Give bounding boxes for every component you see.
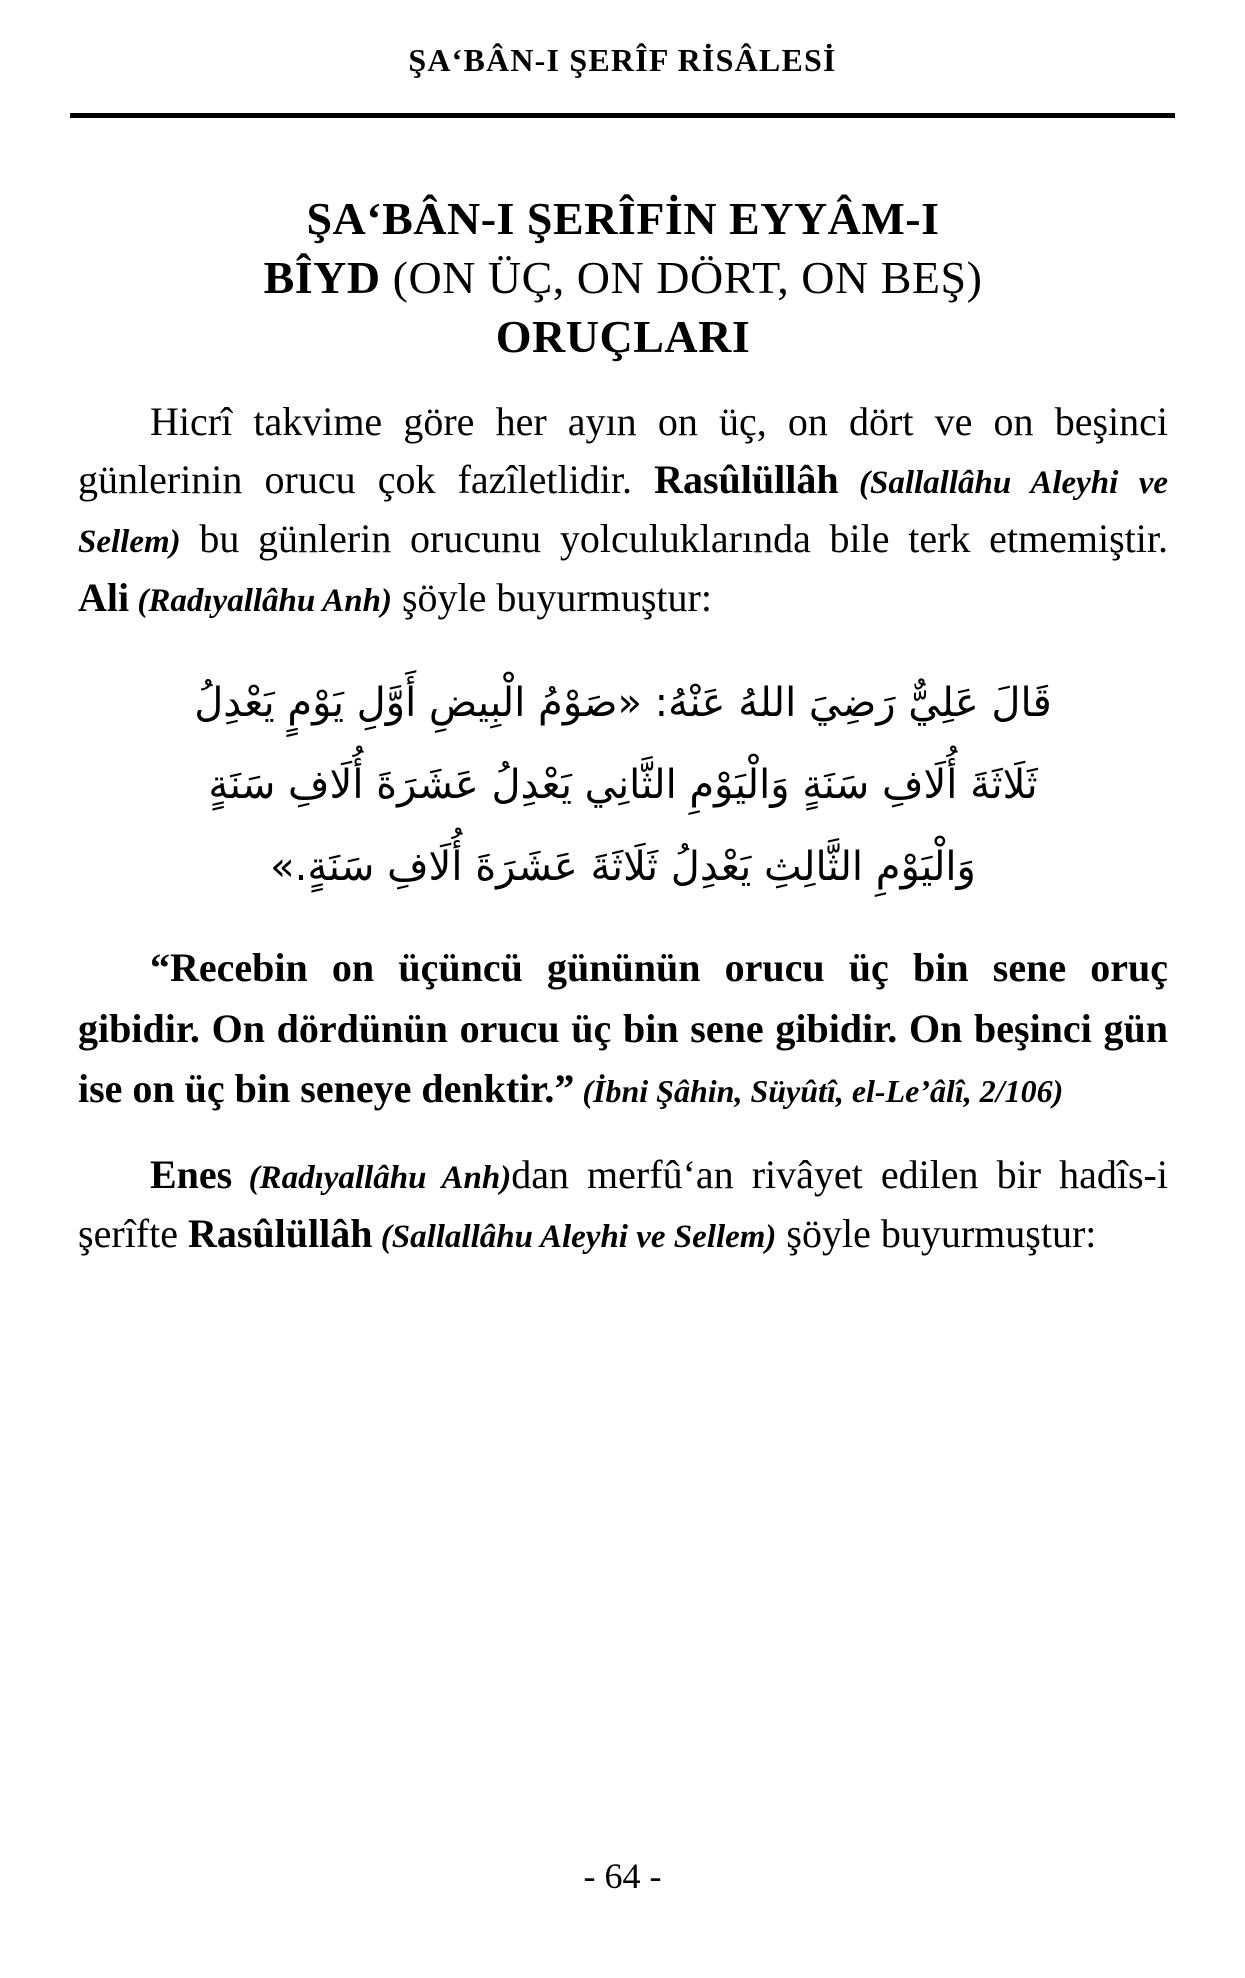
p1-seg7: şöyle buyurmuştur: xyxy=(391,575,712,621)
section-title xyxy=(78,190,1168,367)
quote-text: “Recebin on üçüncü gününün orucu üç bin sene oruç gibidir. On dördünün orucu üç bin sene gibidir. On beşinci gün ise on üç bin seneye denktir.” xyxy=(78,944,1168,1112)
title-line-1: ŞA‘BÂN-I ŞERÎFİN EYYÂM-I xyxy=(306,193,940,244)
arabic-line-3: وَالْيَوْمِ الثَّالِثِ يَعْدِلُ ثَلَاثَةَ عَشَرَةَ أُلَافِ سَنَةٍ.» xyxy=(270,843,976,890)
arabic-line-1: قَالَ عَلِيٌّ رَضِيَ اللهُ عَنْهُ: «صَوْمُ الْبِيضِ أَوَّلِ يَوْمٍ يَعْدِلُ xyxy=(194,679,1052,726)
p2-honorific-2: (Sallallâhu Aleyhi ve Sellem) xyxy=(372,1219,777,1255)
p1-name-rasulullah: Rasûlüllâh xyxy=(654,457,839,503)
p2-name-enes: Enes xyxy=(150,1152,233,1198)
p1-seg4: bu günlerin orucunu yolculuklarında bile terk etmemiştir. xyxy=(180,516,1168,562)
running-header: ŞA‘BÂN-I ŞERÎF RİSÂLESİ xyxy=(408,42,837,78)
p2-name-rasulullah: Rasûlüllâh xyxy=(187,1211,373,1256)
page-content xyxy=(78,190,1168,1264)
quote-citation: (İbni Şâhin, Süyûtî, el-Le’âlî, 2/106) xyxy=(574,1073,1064,1110)
translation-quote xyxy=(78,938,1168,1120)
p1-honorific-1: (Sallallâhu Aleyhi ve Sellem) xyxy=(78,465,1168,561)
arabic-line-2: ثَلَاثَةَ أُلَافِ سَنَةٍ وَالْيَوْمِ الثَّانِي يَعْدِلُ عَشَرَةَ أُلَافِ سَنَةٍ xyxy=(208,761,1038,808)
p2-seg6: şöyle buyurmuştur: xyxy=(776,1211,1097,1256)
title-regular-part: (ON ÜÇ, ON DÖRT, ON BEŞ) xyxy=(380,251,983,303)
page-number: - 64 - xyxy=(583,1856,662,1896)
p2-honorific-1: (Radıyallâhu Anh) xyxy=(232,1160,512,1197)
p1-honorific-2: (Radıyallâhu Anh) xyxy=(129,583,392,620)
p1-seg1: Hicrî takvime göre her ayın on üç, on dört ve on beşinci günlerinin orucu çok fazîletlidir. xyxy=(78,398,1168,503)
paragraph-intro xyxy=(78,393,1168,628)
title-line-3: ORUÇLARI xyxy=(495,310,751,362)
title-line-2 xyxy=(78,249,1168,308)
p1-name-ali: Ali xyxy=(78,575,130,621)
paragraph-enes xyxy=(78,1146,1168,1264)
title-bold-part: BÎYD xyxy=(263,251,381,303)
header-divider xyxy=(70,113,1175,118)
p2-seg3: dan merfû‘an rivâyet edilen bir hadîs-i şerîfte xyxy=(78,1152,1168,1256)
arabic-hadith-block xyxy=(78,662,1168,908)
